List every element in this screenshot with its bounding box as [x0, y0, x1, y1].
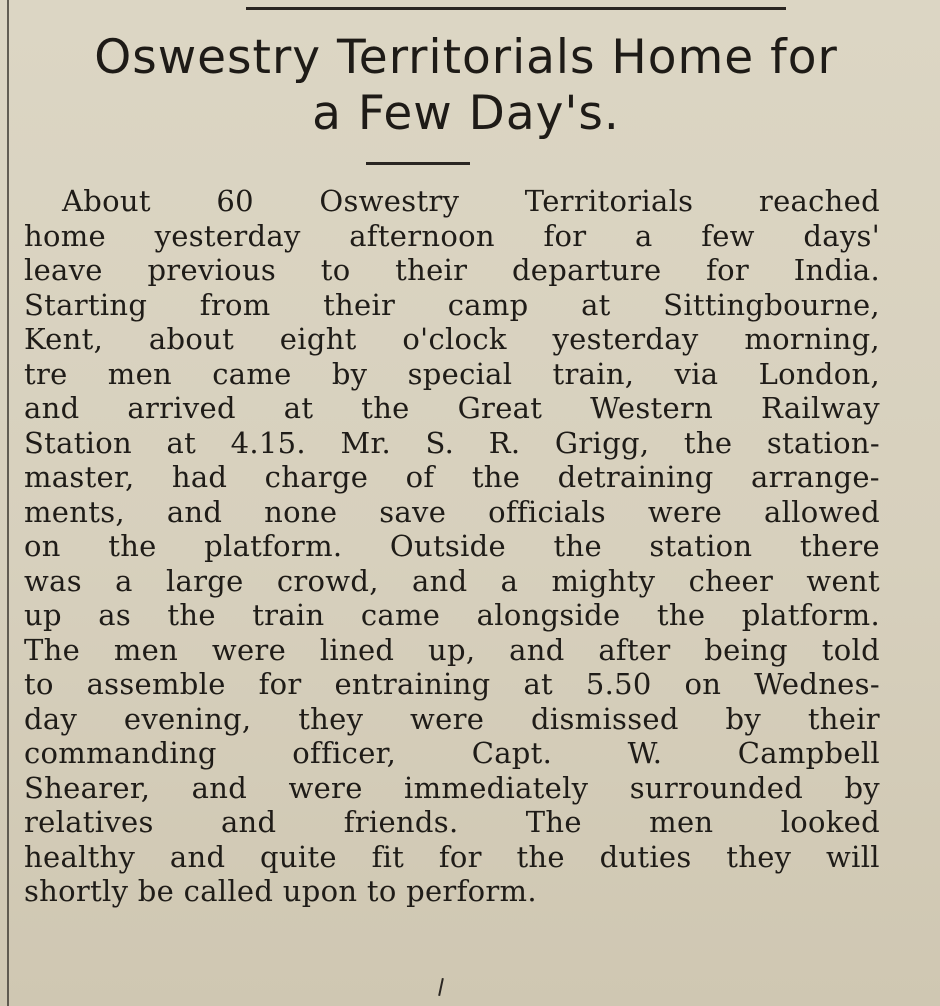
article-line: master, had charge of the detraining arrange- — [24, 460, 880, 494]
article-line: tre men came by special train, via London, — [24, 356, 880, 391]
headline-rule — [366, 162, 470, 165]
article-line: was a large crowd, and a mighty cheer went — [24, 563, 880, 598]
article-line: Kent, about eight o'clock yesterday morning, — [24, 322, 880, 356]
article-line: and arrived at the Great Western Railway — [24, 391, 880, 425]
article-line: Starting from their camp at Sittingbourne, — [24, 287, 880, 322]
article-line: The men were lined up, and after being told — [24, 632, 880, 667]
article-line: day evening, they were dismissed by their — [24, 701, 880, 736]
headline — [26, 30, 906, 142]
article-line: on the platform. Outside the station there — [24, 529, 880, 563]
article-line: home yesterday afternoon for a few days' — [24, 218, 880, 253]
article-line: healthy and quite fit for the duties they will — [24, 839, 880, 874]
article-line: to assemble for entraining at 5.50 on Wednes- — [24, 667, 880, 701]
article-body — [24, 184, 880, 909]
article-line: shortly be called upon to perform. — [24, 874, 537, 908]
article-line: About 60 Oswestry Territorials reached — [62, 184, 880, 218]
article-line: ments, and none save officials were allowed — [24, 494, 880, 529]
column-rule — [7, 0, 9, 1006]
article-line: Station at 4.15. Mr. S. R. Grigg, the station- — [24, 425, 880, 460]
ink-mark — [438, 978, 444, 996]
article-line: Shearer, and were immediately surrounded by — [24, 770, 880, 805]
headline-line-1: Oswestry Territorials Home for — [94, 30, 838, 85]
article-line: up as the train came alongside the platform. — [24, 598, 880, 632]
headline-line-2: a Few Day's. — [312, 86, 620, 141]
article-line: relatives and friends. The men looked — [24, 805, 880, 839]
article-line: commanding officer, Capt. W. Campbell — [24, 736, 880, 770]
article-line: leave previous to their departure for India. — [24, 253, 880, 287]
top-rule — [246, 7, 786, 10]
